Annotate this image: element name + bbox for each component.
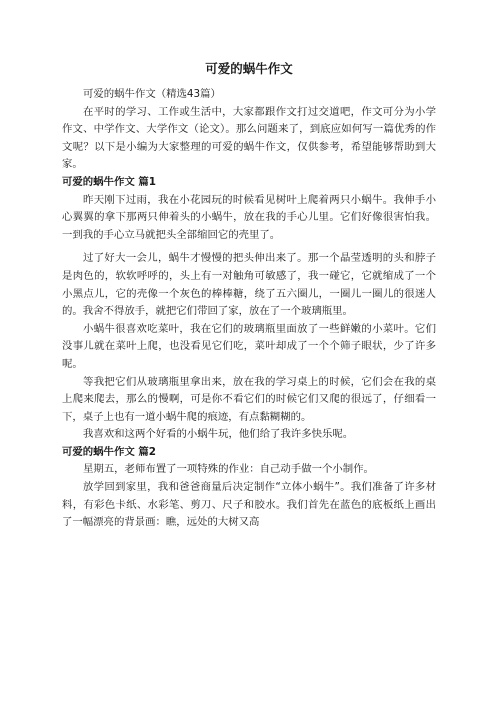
section-heading: 可爱的蜗牛作文 篇1	[62, 175, 156, 188]
paragraph: 等我把它们从玻璃瓶里拿出来，放在我的学习桌上的时候，它们会在我的桌上爬来爬去，那么的慢啊，可是你不看它们的时候它们又爬的很远了，仔细看一下，桌子上也有一道小蜗牛爬的痕迹，有点黏糊糊的。	[62, 375, 436, 423]
section-2	[62, 444, 436, 532]
paragraph: 过了好大一会儿，蜗牛才慢慢的把头伸出来了。那一个晶莹透明的头和脖子是肉色的，软软呼呼的，头上有一对触角可敏感了，我一碰它，它就缩成了一个小黑点儿，它的壳像一个灰色的棒棒糖，绕了五六圈儿，一圈儿一圈儿的很迷人的。我舍不得放手，就把它们带回了家，放在了一个玻璃瓶里。	[62, 252, 436, 318]
paragraph: 昨天刚下过雨，我在小花园玩的时候看见树叶上爬着两只小蜗牛。我伸手小心翼翼的拿下那两只伸着头的小蜗牛，放在我的手心儿里。它们好像很害怕我。一到我的手心立马就把头全部缩回它的壳里了。	[62, 193, 436, 241]
document-title: 可爱的蜗牛作文	[205, 61, 293, 76]
paragraph: 我喜欢和这两个好看的小蜗牛玩，他们给了我许多快乐呢。	[83, 428, 354, 441]
document-page	[62, 60, 436, 532]
section-1	[62, 174, 436, 444]
paragraph: 星期五，老师布置了一项特殊的作业：自己动手做一个小制作。	[83, 463, 374, 476]
paragraph: 小蜗牛很喜欢吃菜叶，我在它们的玻璃瓶里面放了一些鲜嫩的小菜叶。它们没事儿就在菜叶上爬，也没看见它们吃，菜叶却成了一个个筛子眼状，少了许多呢。	[62, 322, 436, 370]
paragraph: 放学回到家里，我和爸爸商量后决定制作“立体小蜗牛”。我们准备了许多材料，有彩色卡纸、水彩笔、剪刀、尺子和胶水。我们首先在蓝色的底板纸上画出了一幅漂亮的背景画：瞧，远处的大树又高	[62, 481, 436, 529]
document-subtitle: 可爱的蜗牛作文（精选43篇）	[83, 88, 221, 100]
section-heading: 可爱的蜗牛作文 篇2	[62, 445, 156, 458]
intro-paragraph: 在平时的学习、工作或生活中，大家都跟作文打过交道吧，作文可分为小学作文、中学作文、大学作文（论文）。那么问题来了，到底应如何写一篇优秀的作文呢？以下是小编为大家整理的可爱的蜗牛作文，仅供参考，希望能够帮助到大家。	[62, 105, 436, 171]
